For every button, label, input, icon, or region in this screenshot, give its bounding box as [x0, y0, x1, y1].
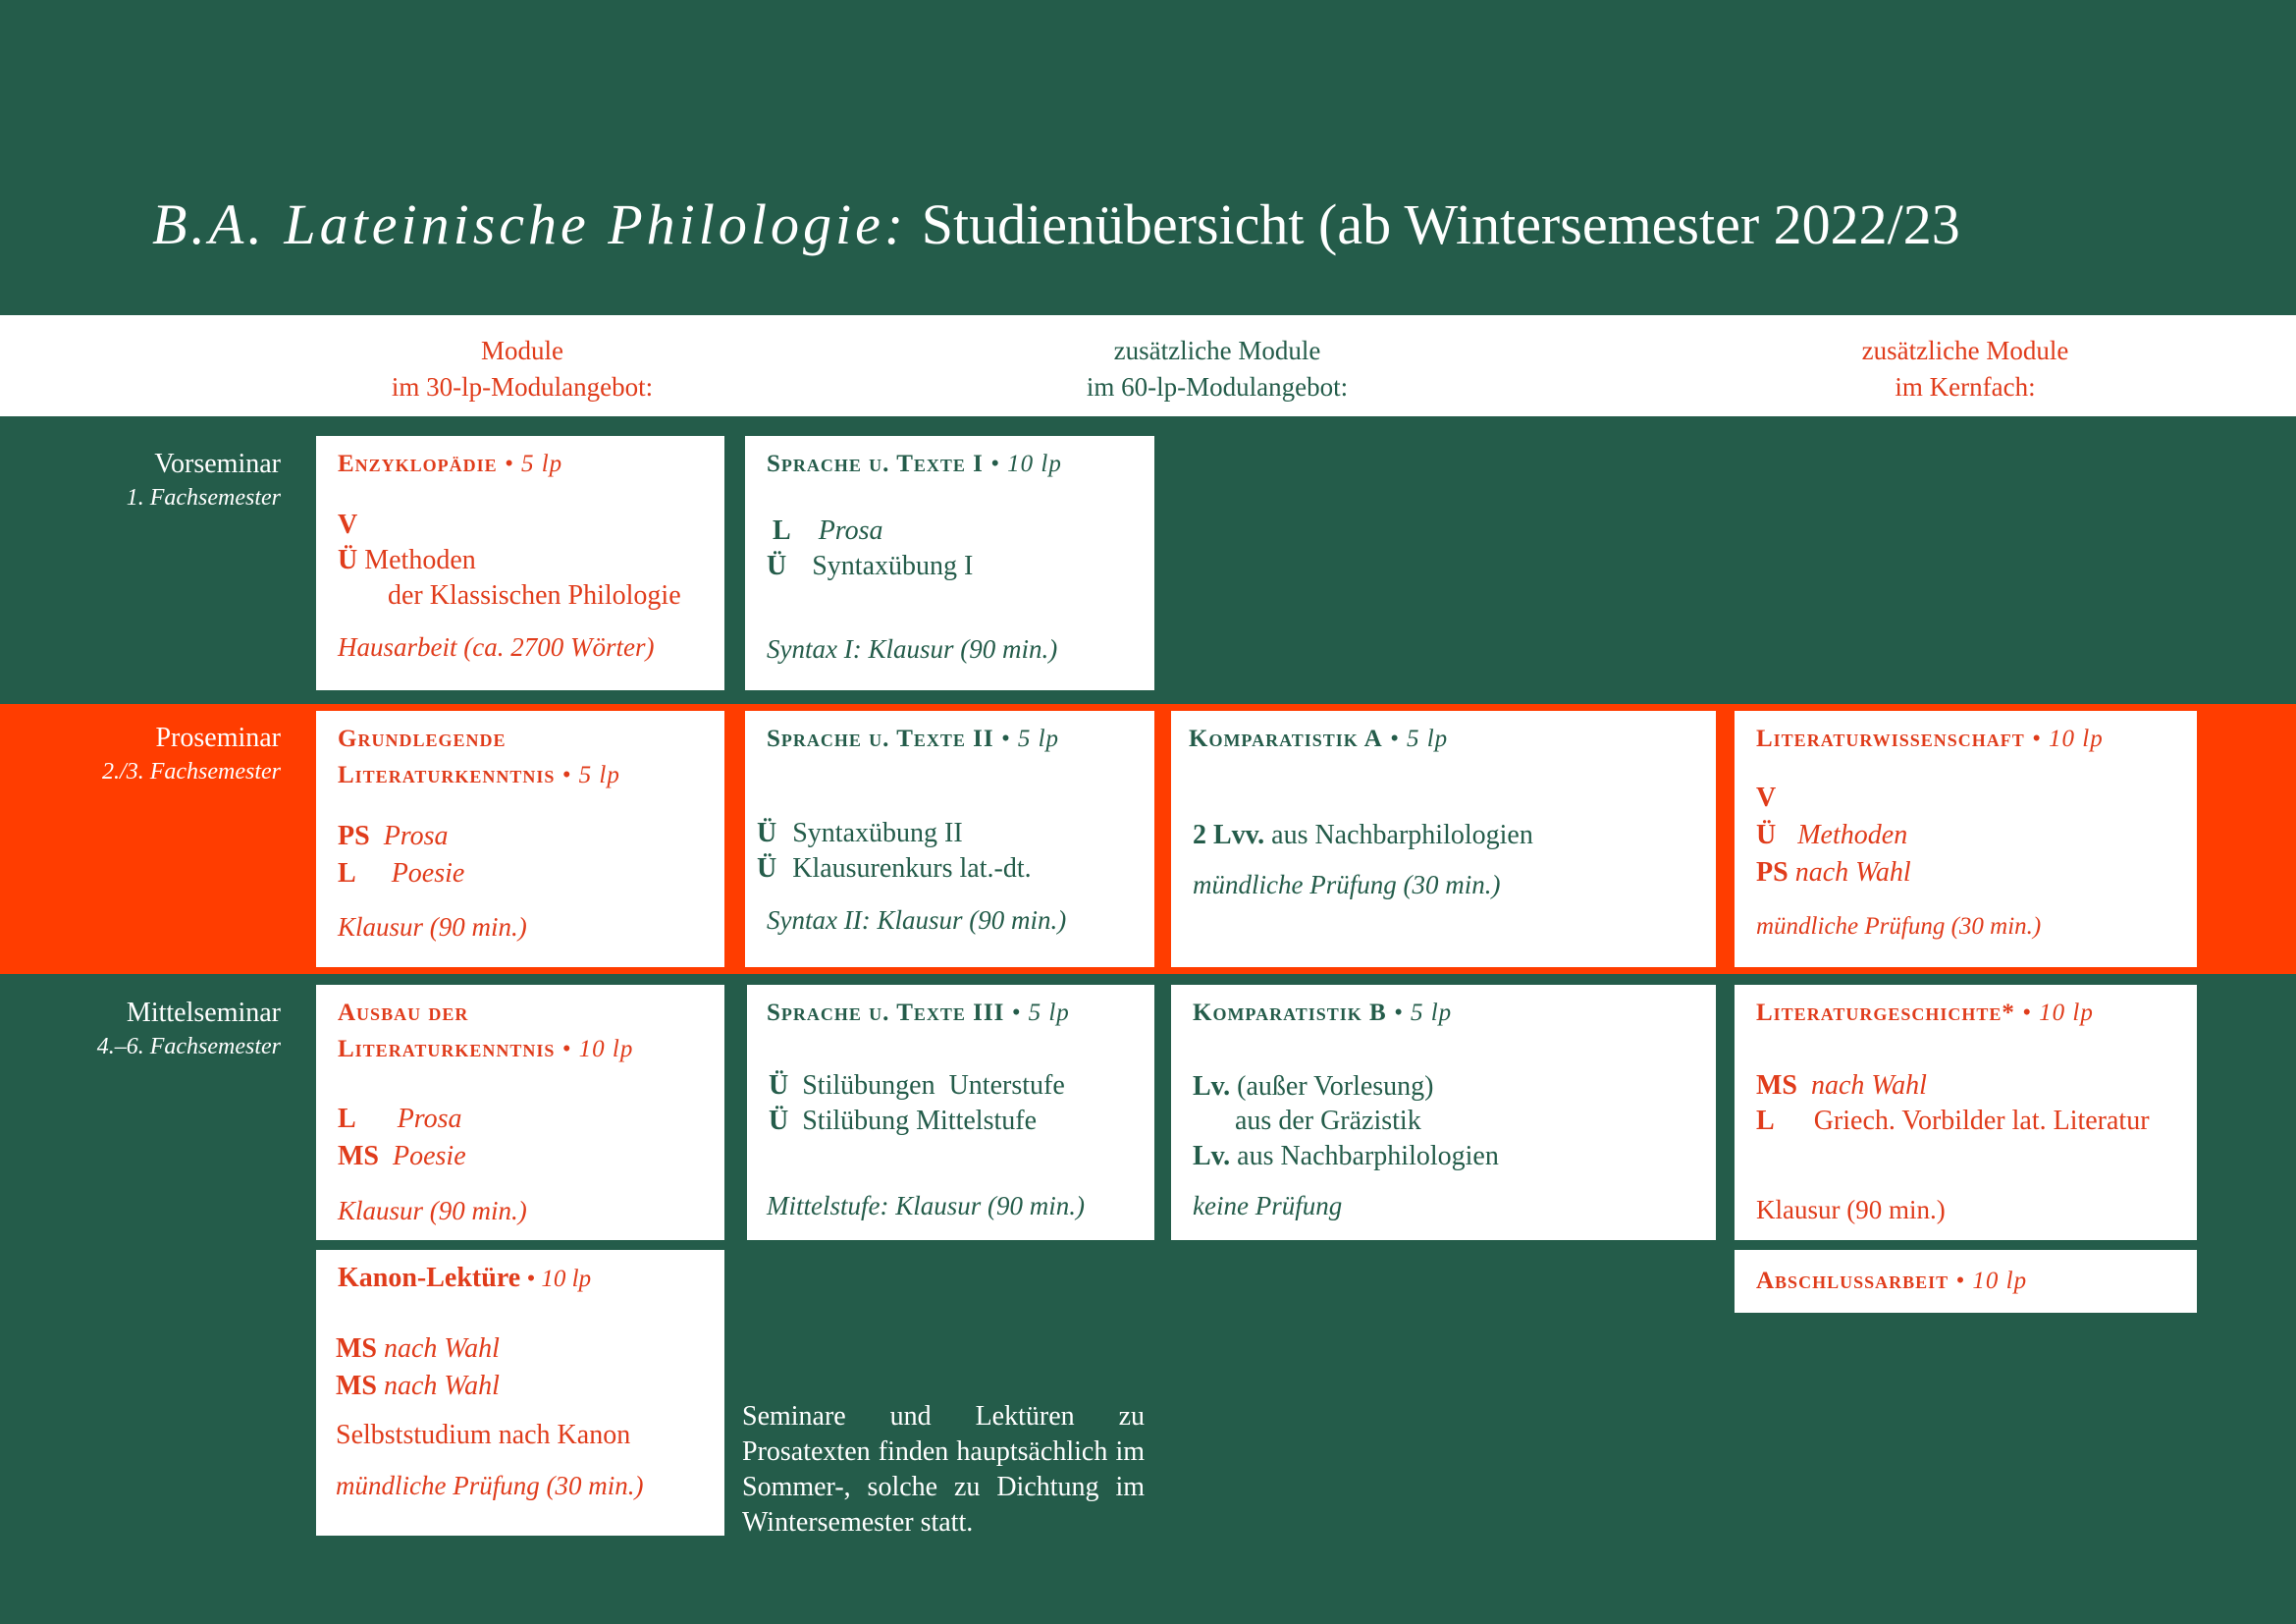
- row-label-vorseminar: [0, 448, 281, 514]
- exam-text: Klausur (90 min.): [338, 1196, 527, 1225]
- module-card-literaturwissenschaft: [1735, 711, 2197, 967]
- course-line: [1756, 1069, 1927, 1103]
- course-type: PS: [338, 821, 370, 851]
- column-header-60lp: [972, 333, 1463, 406]
- exam-text: Klausur (90 min.): [338, 912, 527, 942]
- module-lp: • 5 lp: [1386, 1000, 1453, 1026]
- column-header-line: im Kernfach:: [1895, 372, 2036, 402]
- course-type: L: [338, 1104, 356, 1134]
- module-title-text: Sprache u. Texte III: [767, 1000, 1005, 1026]
- module-title-text: Literaturkenntnis: [338, 1036, 556, 1062]
- column-header-line: zusätzliche Module: [1113, 336, 1321, 365]
- module-card-literaturgeschichte: [1735, 985, 2197, 1240]
- course-line: [338, 857, 464, 891]
- course-type: Ü: [769, 1070, 789, 1101]
- module-lp: • 5 lp: [993, 726, 1060, 752]
- module-title: [1756, 1263, 2027, 1299]
- module-title: [338, 1260, 591, 1297]
- course-type: MS: [338, 1141, 379, 1171]
- exam-text: Hausarbeit (ca. 2700 Wörter): [338, 632, 655, 662]
- course-line: [757, 817, 963, 850]
- page-title: [152, 191, 1960, 257]
- row-label-title: Mittelseminar: [126, 998, 281, 1028]
- module-lp: • 10 lp: [2014, 1000, 2094, 1026]
- course-line: [1193, 819, 1533, 852]
- course-line: [336, 1332, 500, 1366]
- course-name: nach Wahl: [1788, 857, 1911, 888]
- course-name: Selbststudium nach Kanon: [336, 1420, 631, 1450]
- course-type: Ü: [769, 1106, 789, 1136]
- module-card-sprache-texte-1: [745, 436, 1154, 690]
- course-name: aus Nachbarphilologien: [1230, 1141, 1499, 1171]
- footnote-text: Seminare und Lektüren zu Prosatexten finden hauptsächlich im Sommer-, solche zu Dichtung im Wintersemester statt.: [742, 1401, 1145, 1538]
- course-line: [338, 1140, 466, 1173]
- module-title-text: Literaturkenntnis: [338, 762, 556, 788]
- course-name: Syntaxübung I: [812, 551, 974, 581]
- course-line: [338, 509, 357, 542]
- course-name: Prosa: [818, 515, 883, 546]
- course-line: [338, 820, 449, 853]
- course-type: Ü: [757, 818, 777, 848]
- course-name: Klausurenkurs lat.-dt.: [792, 853, 1032, 884]
- exam-text: keine Prüfung: [1193, 1191, 1343, 1220]
- course-type: MS: [336, 1371, 377, 1401]
- course-type: 2 Lvv.: [1193, 820, 1265, 850]
- module-lp: • 10 lp: [2024, 726, 2104, 752]
- row-label-title: Proseminar: [155, 723, 281, 753]
- exam-text: mündliche Prüfung (30 min.): [1193, 870, 1501, 899]
- module-lp: • 5 lp: [1004, 1000, 1070, 1026]
- row-label-title: Vorseminar: [154, 449, 281, 479]
- course-line: [1756, 856, 1911, 890]
- course-type: Lv.: [1193, 1071, 1231, 1102]
- course-name: Prosa: [383, 821, 449, 851]
- module-lp: • 10 lp: [555, 1036, 634, 1062]
- course-name: Methoden: [357, 545, 476, 575]
- course-type: MS: [1756, 1070, 1797, 1101]
- module-lp: • 10 lp: [983, 451, 1062, 477]
- row-label-proseminar: [0, 722, 281, 788]
- course-type: PS: [1756, 857, 1789, 888]
- course-name: nach Wahl: [377, 1333, 500, 1364]
- course-line: [1756, 819, 1907, 852]
- module-title: [767, 446, 1062, 482]
- column-header-line: Module: [481, 336, 563, 365]
- module-card-komparatistik-a: [1171, 711, 1716, 967]
- course-type: L: [773, 515, 791, 546]
- module-title: [338, 1031, 633, 1067]
- row-label-sub: 1. Fachsemester: [126, 485, 281, 511]
- module-card-ausbau-literaturkenntnis: [316, 985, 724, 1240]
- course-name: Syntaxübung II: [792, 818, 963, 848]
- module-title: [767, 995, 1070, 1031]
- exam-text: Klausur (90 min.): [1756, 1195, 1946, 1224]
- module-title: [767, 721, 1059, 757]
- course-line: [1756, 782, 1776, 815]
- course-line: [1193, 1070, 1434, 1104]
- module-title: [338, 757, 620, 793]
- course-type: Ü: [757, 853, 777, 884]
- module-title-text: Literaturwissenschaft: [1756, 726, 2025, 752]
- course-name: Griech. Vorbilder lat. Literatur: [1813, 1106, 2150, 1136]
- course-type: L: [1756, 1106, 1775, 1136]
- module-lp: • 10 lp: [520, 1266, 592, 1292]
- exam-text: Syntax I: Klausur (90 min.): [767, 634, 1058, 664]
- course-line: [767, 550, 973, 583]
- column-header-line: im 30-lp-Modulangebot:: [391, 372, 654, 402]
- module-card-sprache-texte-3: [747, 985, 1154, 1240]
- course-type: MS: [336, 1333, 377, 1364]
- course-type: Ü: [338, 545, 358, 575]
- module-title-text: Enzyklopädie: [338, 451, 498, 477]
- column-header-30lp: [317, 333, 727, 406]
- title-rest: Studienübersicht (ab Wintersemester 2022/23: [907, 192, 1960, 256]
- course-type: Ü: [767, 551, 787, 581]
- column-header-line: im 60-lp-Modulangebot:: [1086, 372, 1349, 402]
- course-line: [1756, 1105, 2150, 1138]
- course-name: aus Nachbarphilologien: [1264, 820, 1533, 850]
- module-title: [1756, 721, 2104, 757]
- course-line: [336, 1370, 500, 1403]
- row-label-sub: 4.–6. Fachsemester: [96, 1034, 281, 1059]
- course-name: der Klassischen Philologie: [388, 580, 681, 611]
- course-name: Stilübungen Unterstufe: [802, 1070, 1065, 1101]
- module-title: Grundlegende: [338, 726, 507, 752]
- course-name: (außer Vorlesung): [1230, 1071, 1434, 1102]
- module-title: [1189, 721, 1448, 757]
- module-card-komparatistik-b: [1171, 985, 1716, 1240]
- module-card-grundlegende-literaturkenntnis: [316, 711, 724, 967]
- row-label-sub: 2./3. Fachsemester: [102, 759, 281, 785]
- row-label-mittelseminar: [0, 997, 281, 1063]
- module-lp: • 5 lp: [1382, 726, 1449, 752]
- module-title-text: Abschlussarbeit: [1756, 1268, 1949, 1294]
- course-type: L: [338, 858, 356, 889]
- course-type: Lv.: [1193, 1141, 1231, 1171]
- course-line: [338, 544, 476, 577]
- course-name: nach Wahl: [1811, 1070, 1927, 1101]
- exam-text: mündliche Prüfung (30 min.): [336, 1471, 644, 1500]
- module-card-sprache-texte-2: [745, 711, 1154, 967]
- module-lp: • 10 lp: [1949, 1268, 2028, 1294]
- module-title-text: Sprache u. Texte I: [767, 451, 984, 477]
- module-title: [1193, 995, 1452, 1031]
- column-header-kernfach: [1735, 333, 2196, 406]
- module-title: Ausbau der: [338, 1000, 469, 1026]
- course-line: [338, 1103, 462, 1136]
- module-title: [1756, 995, 2094, 1031]
- module-lp: • 5 lp: [555, 762, 620, 788]
- course-line: [773, 514, 883, 548]
- module-card-abschlussarbeit: [1735, 1250, 2197, 1313]
- exam-text: mündliche Prüfung (30 min.): [1756, 913, 2042, 940]
- module-title-text: Sprache u. Texte II: [767, 726, 994, 752]
- course-name: Methoden: [1797, 820, 1908, 850]
- title-italic: B.A. Lateinische Philologie:: [152, 192, 908, 256]
- course-name: aus der Gräzistik: [1235, 1106, 1421, 1136]
- course-name: nach Wahl: [377, 1371, 500, 1401]
- module-card-kanon-lektuere: [316, 1250, 724, 1536]
- module-title-text: Komparatistik B: [1193, 1000, 1387, 1026]
- course-line: [769, 1105, 1037, 1138]
- course-type: Ü: [1756, 820, 1777, 850]
- course-name: Stilübung Mittelstufe: [802, 1106, 1038, 1136]
- course-name: Prosa: [397, 1104, 462, 1134]
- course-name: Poesie: [393, 1141, 466, 1171]
- module-lp: • 5 lp: [497, 451, 563, 477]
- exam-text: Syntax II: Klausur (90 min.): [767, 905, 1067, 935]
- exam-text: Mittelstufe: Klausur (90 min.): [767, 1191, 1085, 1220]
- module-title-text: Kanon-Lektüre: [338, 1263, 521, 1293]
- module-card-enzyklopaedie: [316, 436, 724, 690]
- module-title: [338, 446, 562, 482]
- course-line: [1193, 1140, 1499, 1173]
- module-title-text: Komparatistik A: [1189, 726, 1383, 752]
- course-line: [757, 852, 1032, 886]
- module-title-text: Literaturgeschichte*: [1756, 1000, 2015, 1026]
- column-header-line: zusätzliche Module: [1861, 336, 2069, 365]
- course-line: [769, 1069, 1065, 1103]
- course-type: V: [338, 510, 358, 540]
- course-name: Poesie: [391, 858, 465, 889]
- course-type: V: [1756, 783, 1777, 813]
